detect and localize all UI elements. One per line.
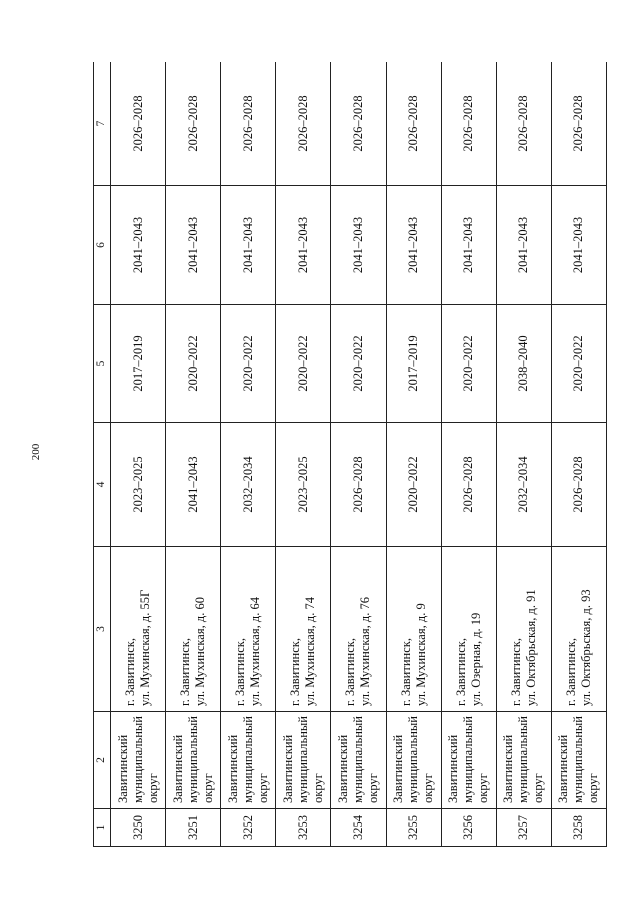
row-number-cell: 3254 [331,809,386,847]
row-number-cell: 3256 [441,809,496,847]
district-cell [496,712,551,809]
address-line: г. Завитинск, [563,638,578,706]
period-cell-c5: 2020–2022 [331,305,386,423]
address-cell [551,547,606,712]
district-line: округ [310,773,325,803]
district-line: округ [145,773,160,803]
column-header: 2 [94,712,111,809]
period-cell-c7: 2026–2028 [276,62,331,186]
district-line: муниципальный [461,716,476,803]
address-line: ул. Октябрьская, д. 91 [523,589,538,706]
row-number-cell: 3251 [166,809,221,847]
table-row [276,62,331,847]
period-cell-c4: 2026–2028 [441,423,496,547]
district-cell [276,712,331,809]
address-line: ул. Мухинская, д. 76 [358,597,373,706]
column-header: 7 [94,62,111,186]
address-cell [221,547,276,712]
table-wrapper [93,62,607,847]
district-line: Завитинский [225,734,240,803]
district-cell [111,712,166,809]
district-line: муниципальный [240,716,255,803]
column-header: 1 [94,809,111,847]
table-body [111,62,607,847]
address-line: г. Завитинск, [123,638,138,706]
row-number-cell: 3252 [221,809,276,847]
period-cell-c6: 2041–2043 [331,186,386,305]
table-row [111,62,166,847]
district-line: округ [531,773,546,803]
period-cell-c5: 2020–2022 [221,305,276,423]
address-line: г. Завитинск, [233,638,248,706]
table-row [386,62,441,847]
row-number-cell: 3257 [496,809,551,847]
address-line: ул. Мухинская, д. 74 [303,597,318,706]
period-cell-c5: 2020–2022 [166,305,221,423]
district-line: Завитинский [556,734,571,803]
schedule-table [93,62,607,847]
period-cell-c6: 2041–2043 [111,186,166,305]
district-cell [166,712,221,809]
period-cell-c7: 2026–2028 [331,62,386,186]
address-line: ул. Октябрьская, д. 93 [578,589,593,706]
table-row [166,62,221,847]
period-cell-c5: 2020–2022 [276,305,331,423]
row-number-cell: 3253 [276,809,331,847]
table-row [331,62,386,847]
address-line: г. Завитинск, [288,638,303,706]
district-line: муниципальный [516,716,531,803]
address-cell [111,547,166,712]
period-cell-c6: 2041–2043 [221,186,276,305]
period-cell-c4: 2032–2034 [221,423,276,547]
rotated-table-area [93,62,607,847]
address-cell [331,547,386,712]
period-cell-c6: 2041–2043 [276,186,331,305]
period-cell-c7: 2026–2028 [496,62,551,186]
address-line: г. Завитинск, [453,638,468,706]
page-number: 200 [30,443,42,461]
period-cell-c4: 2026–2028 [331,423,386,547]
column-header: 5 [94,305,111,423]
column-number-row [94,62,111,847]
address-line: ул. Мухинская, д. 9 [413,603,428,706]
column-header: 6 [94,186,111,305]
row-number-cell: 3255 [386,809,441,847]
address-line: ул. Мухинская, д. 60 [193,597,208,706]
district-line: муниципальный [571,716,586,803]
address-line: ул. Озерная, д. 19 [468,612,483,706]
address-line: г. Завитинск, [398,638,413,706]
address-line: г. Завитинск, [508,638,523,706]
district-line: Завитинский [446,734,461,803]
table-row [441,62,496,847]
address-cell [166,547,221,712]
district-line: Завитинский [280,734,295,803]
district-line: округ [586,773,601,803]
district-cell [221,712,276,809]
period-cell-c7: 2026–2028 [441,62,496,186]
period-cell-c7: 2026–2028 [166,62,221,186]
period-cell-c4: 2026–2028 [551,423,606,547]
period-cell-c4: 2023–2025 [111,423,166,547]
district-line: муниципальный [406,716,421,803]
district-line: округ [476,773,491,803]
period-cell-c7: 2026–2028 [386,62,441,186]
period-cell-c7: 2026–2028 [221,62,276,186]
address-cell [441,547,496,712]
address-line: г. Завитинск, [343,638,358,706]
district-cell [551,712,606,809]
table-row [221,62,276,847]
district-line: муниципальный [130,716,145,803]
district-line: Завитинский [335,734,350,803]
period-cell-c6: 2041–2043 [551,186,606,305]
period-cell-c4: 2020–2022 [386,423,441,547]
address-cell [386,547,441,712]
district-line: Завитинский [170,734,185,803]
district-line: Завитинский [391,734,406,803]
period-cell-c4: 2041–2043 [166,423,221,547]
address-line: ул. Мухинская, д. 64 [248,597,263,706]
period-cell-c5: 2020–2022 [441,305,496,423]
period-cell-c7: 2026–2028 [551,62,606,186]
address-line: ул. Мухинская, д. 55Г [138,589,153,706]
district-line: муниципальный [295,716,310,803]
district-line: округ [200,773,215,803]
row-number-cell: 3250 [111,809,166,847]
district-cell [441,712,496,809]
address-cell [276,547,331,712]
period-cell-c4: 2032–2034 [496,423,551,547]
address-line: г. Завитинск, [178,638,193,706]
period-cell-c5: 2017–2019 [111,305,166,423]
period-cell-c4: 2023–2025 [276,423,331,547]
period-cell-c7: 2026–2028 [111,62,166,186]
period-cell-c5: 2017–2019 [386,305,441,423]
district-line: Завитинский [115,734,130,803]
period-cell-c5: 2038–2040 [496,305,551,423]
row-number-cell: 3258 [551,809,606,847]
column-header: 4 [94,423,111,547]
period-cell-c6: 2041–2043 [441,186,496,305]
district-line: округ [421,773,436,803]
address-cell [496,547,551,712]
district-cell [386,712,441,809]
district-line: муниципальный [350,716,365,803]
period-cell-c6: 2041–2043 [166,186,221,305]
district-line: Завитинский [501,734,516,803]
period-cell-c5: 2020–2022 [551,305,606,423]
period-cell-c6: 2041–2043 [386,186,441,305]
district-line: округ [365,773,380,803]
table-row [496,62,551,847]
period-cell-c6: 2041–2043 [496,186,551,305]
table-row [551,62,606,847]
district-cell [331,712,386,809]
district-line: округ [255,773,270,803]
district-line: муниципальный [185,716,200,803]
column-header: 3 [94,547,111,712]
